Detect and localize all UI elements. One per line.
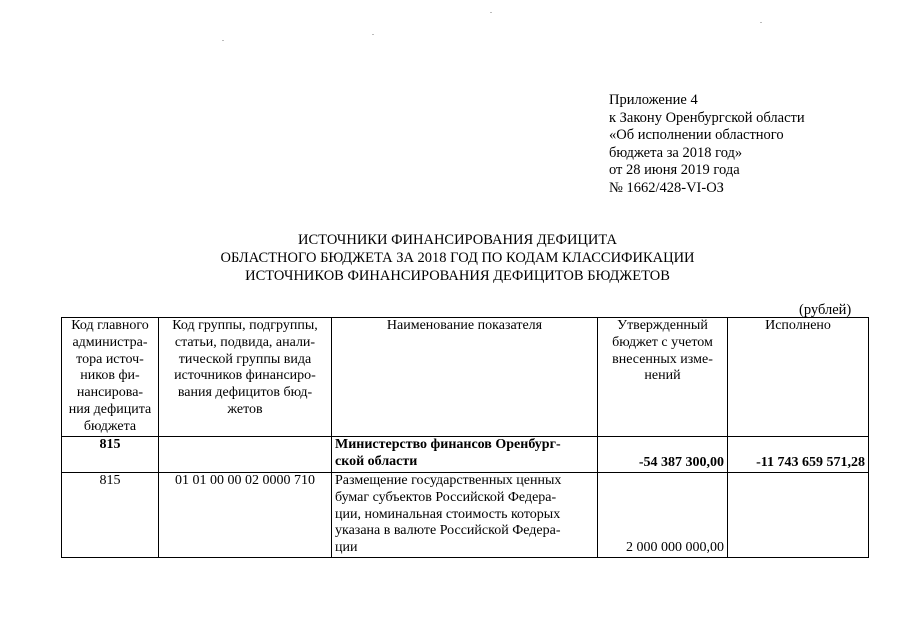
cell-approved: -54 387 300,00	[598, 437, 728, 473]
table-header-row	[62, 318, 869, 437]
cell-executed: -11 743 659 571,28	[728, 437, 869, 473]
scan-speck	[490, 12, 492, 13]
appendix-line: Приложение 4	[609, 92, 698, 108]
header-admin-code	[62, 318, 159, 437]
name-line: Министерство финансов Оренбург-	[335, 437, 561, 452]
appendix-line: «Об исполнении областного	[609, 127, 784, 143]
header-line: Код группы, подгруппы,	[172, 318, 318, 333]
appendix-line: № 1662/428-VI-ОЗ	[609, 179, 724, 196]
cell-executed	[728, 473, 869, 558]
name-line: ции, номинальная стоимость которых	[335, 506, 561, 522]
cell-indicator-name	[332, 437, 598, 473]
table-row	[62, 473, 869, 558]
appendix-line: к Закону Оренбургской области	[609, 109, 805, 126]
scan-speck	[372, 34, 374, 35]
header-executed	[728, 318, 869, 437]
header-line: Утвержденный	[617, 318, 708, 333]
header-line: Исполнено	[765, 318, 831, 333]
title-line: ОБЛАСТНОГО БЮДЖЕТА ЗА 2018 ГОД ПО КОДАМ КЛАССИФИКАЦИИ	[220, 250, 695, 266]
name-line: Размещение государственных ценных	[335, 473, 562, 488]
table-row	[62, 437, 869, 473]
header-line: тической группы вида	[178, 351, 312, 367]
cell-group-code: 01 01 00 00 02 0000 710	[159, 473, 332, 558]
scan-speck	[760, 22, 762, 23]
header-line: нансирова-	[76, 385, 144, 401]
header-line: Код главного	[71, 318, 149, 333]
units-label: (рублей)	[799, 302, 852, 318]
name-line: ской области	[335, 453, 418, 469]
header-indicator-name	[332, 318, 598, 437]
name-line: бумаг субъектов Российской Федера-	[335, 489, 557, 505]
appendix-line: от 28 июня 2019 года	[609, 162, 740, 178]
sources-table	[61, 317, 869, 558]
title-line: ИСТОЧНИКИ ФИНАНСИРОВАНИЯ ДЕФИЦИТА	[298, 232, 617, 248]
header-line: бюджета	[83, 418, 137, 434]
header-line: ния дефицита	[68, 401, 152, 417]
header-line: ников фи-	[80, 368, 140, 384]
name-line: указана в валюте Российской Федера-	[335, 523, 561, 539]
document-title	[0, 231, 905, 285]
header-approved-budget	[598, 318, 728, 437]
cell-indicator-name	[332, 473, 598, 558]
header-line: Наименование показателя	[386, 318, 543, 333]
header-line: тора источ-	[76, 351, 144, 367]
header-group-code	[159, 318, 332, 437]
name-line: ции	[335, 540, 358, 556]
scan-speck	[222, 40, 224, 41]
appendix-line: бюджета за 2018 год»	[609, 144, 743, 161]
header-line: внесенных изме-	[612, 351, 713, 367]
header-line: вания дефицитов бюд-	[177, 385, 313, 401]
cell-admin-code: 815	[62, 437, 159, 473]
appendix-note	[609, 92, 805, 197]
cell-approved: 2 000 000 000,00	[598, 473, 728, 558]
title-line: ИСТОЧНИКОВ ФИНАНСИРОВАНИЯ ДЕФИЦИТОВ БЮДЖЕТОВ	[245, 268, 670, 284]
header-line: источников финансиро-	[174, 368, 316, 384]
header-line: администра-	[72, 334, 148, 350]
cell-group-code	[159, 437, 332, 473]
cell-admin-code: 815	[62, 473, 159, 558]
header-line: жетов	[227, 401, 263, 417]
header-line: бюджет с учетом	[612, 334, 713, 350]
header-line: нений	[644, 368, 681, 384]
header-line: статьи, подвида, анали-	[174, 334, 316, 350]
